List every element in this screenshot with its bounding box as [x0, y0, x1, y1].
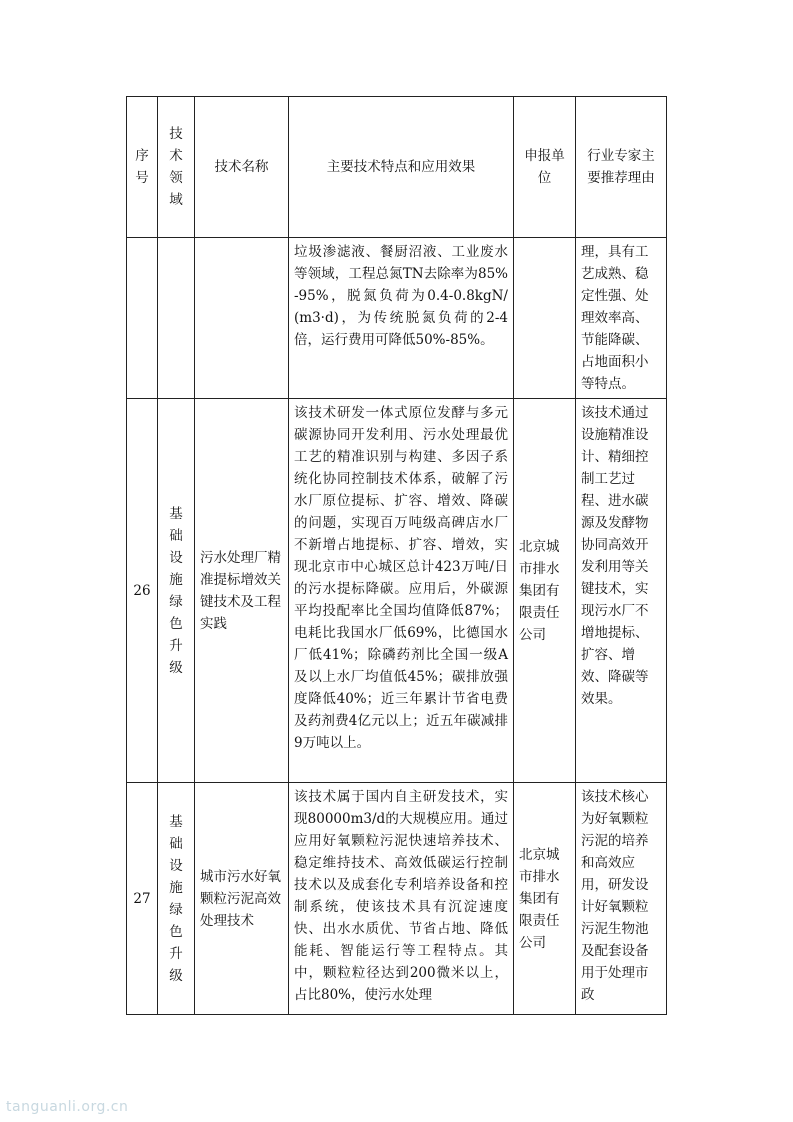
- header-features: 主要技术特点和应用效果: [289, 97, 514, 238]
- row-seq: 27: [127, 783, 158, 1015]
- header-reason: 行业专家主要推荐理由: [576, 97, 667, 238]
- header-seq: 序号: [127, 97, 158, 238]
- header-row: [127, 97, 667, 238]
- row-field: 基础设施绿色升级: [158, 783, 195, 1015]
- row-field: 基础设施绿色升级: [158, 399, 195, 783]
- row-features: 该技术研发一体式原位发酵与多元碳源协同开发利用、污水处理最优工艺的精准识别与构建、多因子系统化协同控制技术体系，破解了污水厂原位提标、扩容、增效、降碳的问题，实现百万吨级高碑店水厂不新增占地提标、扩容、增效，实现北京市中心城区总计423万吨/日的污水提标降碳。应用后，外碳源平均投配率比全国均值降低87%；电耗比我国水厂低69%，比德国水厂低41%；除磷药剂比全国一级A及以上水厂均值低45%；碳排放强度降低40%；近三年累计节省电费及药剂费4亿元以上；近五年碳减排9万吨以上。: [289, 399, 514, 783]
- table-row: [127, 238, 667, 399]
- row-unit: [514, 238, 576, 399]
- header-name: 技术名称: [195, 97, 289, 238]
- row-unit: 北京城市排水集团有限责任公司: [514, 399, 576, 783]
- row-seq: 26: [127, 399, 158, 783]
- watermark: tanguanli.org.cn: [6, 1099, 129, 1115]
- row-name: 城市污水好氧颗粒污泥高效处理技术: [195, 783, 289, 1015]
- table-row: [127, 783, 667, 1015]
- tech-table: [126, 96, 667, 1015]
- row-unit: 北京城市排水集团有限责任公司: [514, 783, 576, 1015]
- row-features: 垃圾渗滤液、餐厨沼液、工业废水等领域，工程总氮TN去除率为85%-95%，脱氮负荷为0.4-0.8kgN/(m3·d)，为传统脱氮负荷的2-4倍，运行费用可降低50%-85%。: [289, 238, 514, 399]
- row-reason: 该技术通过设施精准设计、精细控制工艺过程、进水碳源及发酵物协同高效开发利用等关键技术，实现污水厂不增地提标、扩容、增效、降碳等效果。: [576, 399, 667, 783]
- row-features: 该技术属于国内自主研发技术，实现80000m3/d的大规模应用。通过应用好氧颗粒污泥快速培养技术、稳定维持技术、高效低碳运行控制技术以及成套化专利培养设备和控制系统，使该技术具有沉淀速度快、出水水质优、节省占地、降低能耗、智能运行等工程特点。其中，颗粒粒径达到200微米以上，占比80%，使污水处理: [289, 783, 514, 1015]
- header-field: 技术领域: [158, 97, 195, 238]
- row-seq: [127, 238, 158, 399]
- row-reason: 该技术核心为好氧颗粒污泥的培养和高效应用，研发设计好氧颗粒污泥生物池及配套设备用于处理市政: [576, 783, 667, 1015]
- header-unit: 申报单位: [514, 97, 576, 238]
- row-name: [195, 238, 289, 399]
- row-field: [158, 238, 195, 399]
- row-reason: 理，具有工艺成熟、稳定性强、处理效率高、节能降碳、占地面积小等特点。: [576, 238, 667, 399]
- row-name: 污水处理厂精准提标增效关键技术及工程实践: [195, 399, 289, 783]
- table-row: [127, 399, 667, 783]
